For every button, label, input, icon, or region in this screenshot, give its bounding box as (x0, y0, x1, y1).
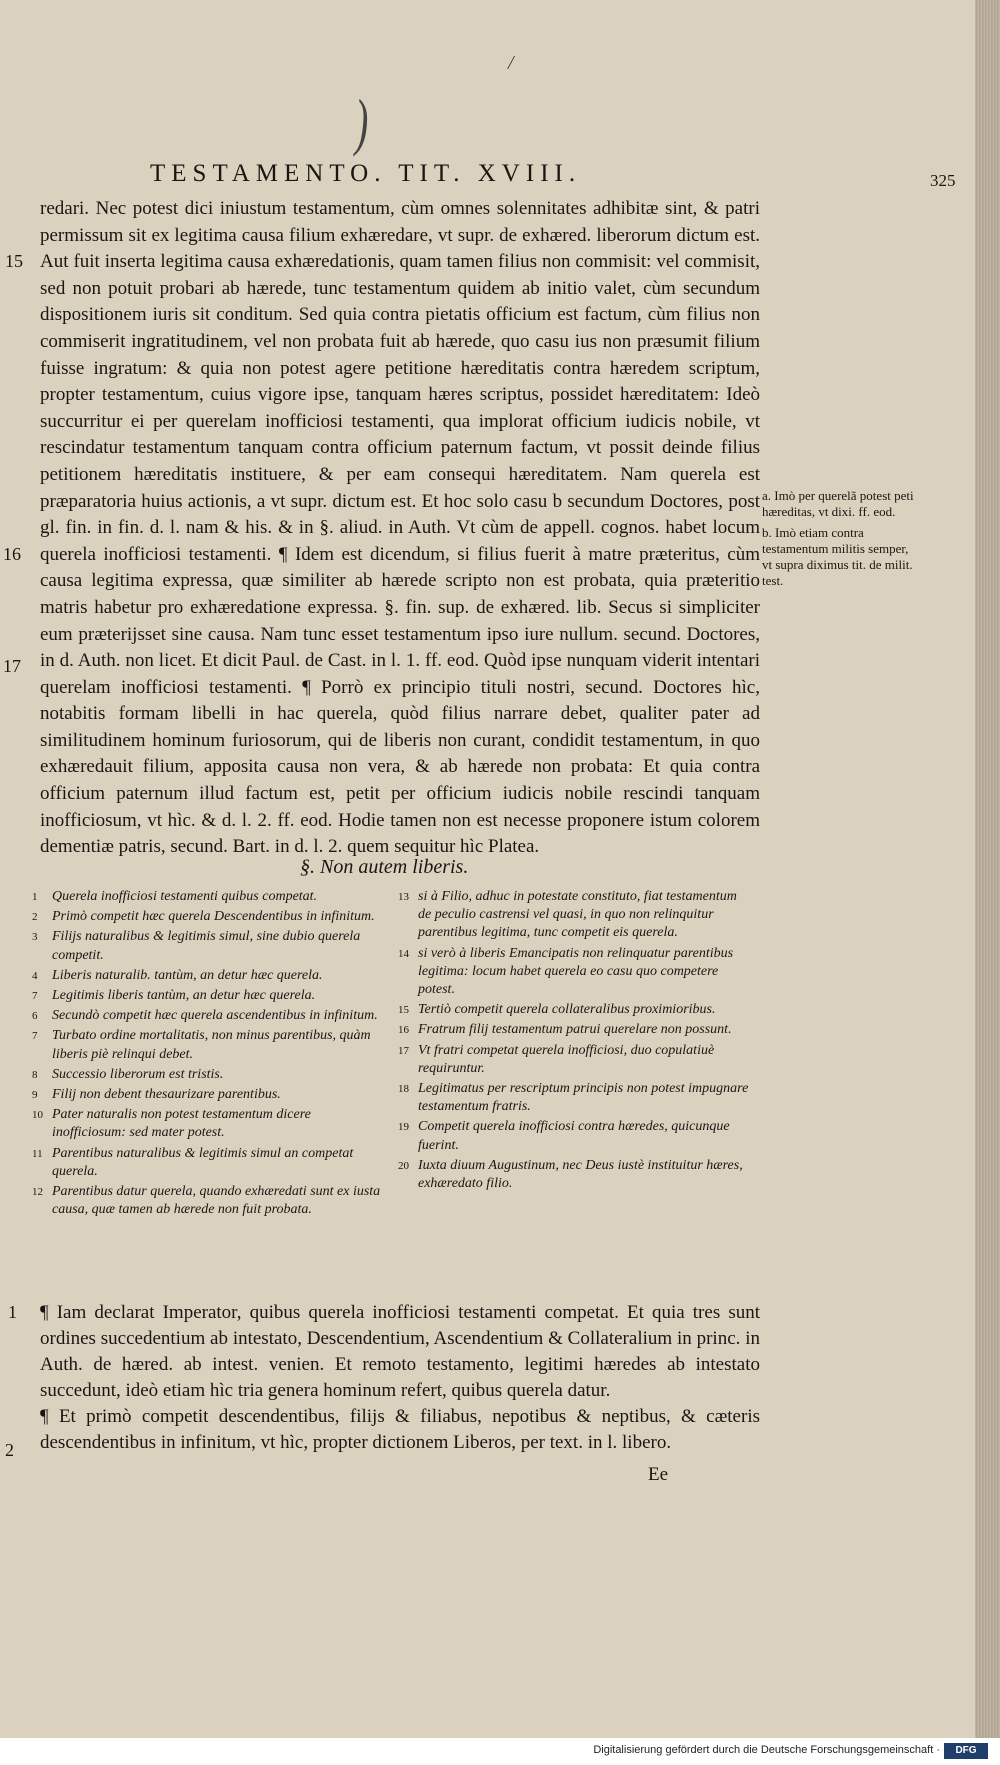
item-text: Parentibus datur querela, quando exhæredati sunt ex iusta causa, quæ tamen ab hærede non fuit probata. (52, 1184, 381, 1218)
item-number: 18 (398, 1083, 409, 1096)
item-number: 16 (398, 1024, 409, 1037)
item-number: 13 (398, 891, 409, 903)
summary-right-column (398, 888, 753, 1195)
section-heading: §. Non autem liberis. (300, 856, 469, 878)
item-text: Competit querela inofficiosi contra hæredes, quicunque fuerint. (418, 1119, 730, 1153)
book-fore-edge (975, 0, 1000, 1738)
item-text: Liberis naturalib. tantùm, an detur hæc querela. (52, 967, 323, 983)
summary-item (398, 1080, 753, 1116)
item-number: 11 (32, 1147, 43, 1160)
item-number: 2 (32, 911, 38, 924)
item-number: 14 (398, 947, 409, 960)
item-text: Tertiò competit querela collateralibus proximioribus. (418, 1002, 716, 1018)
item-number: 3 (32, 931, 38, 944)
item-number: 17 (398, 1044, 409, 1057)
item-number: 4 (32, 969, 38, 982)
item-number: 15 (398, 1004, 409, 1017)
summary-item (398, 1042, 753, 1078)
marginal-number: 16 (3, 544, 21, 564)
item-text: Parentibus naturalibus & legitimis simul an competat querela. (52, 1145, 354, 1179)
item-number: 6 (32, 1010, 38, 1023)
main-paragraph: redari. Nec potest dici iniustum testamentum, cùm omnes solennitates adhibitæ sint, & patri permissum sit ex legitima causa filium exhæredare, vt supr. de exhæred. liberorum dictum est. Aut fuit inserta legitima causa exhæredationis, quam tamen filius non commisit: vel commisit, sed non potuit probari ab hærede, tunc testamentum quidem ab initio valet, cùm secundum dispositionem iuris sit conditum. Sed quia contra pietatis officium est factum, cùm filius non commiserit ingratitudinem, vel non probata fuit ab hærede, quo casu ius non præsumit filium fuisse ingratum: & quia non potest agere petitione hæreditatis contra hæredem scriptum, propter testamentum, cuius vigore ipse, tanquam hæres scriptus, possidet hæreditatem: Ideò succurritur ei per querelam inofficiosi testamenti, qua implorat officium iudicis nobile, vt rescindatur testamentum tanquam contra officium paternum factum, vt possit deinde filius petitionem hæreditatis instituere, & per eam consequi hæreditatem. Nam querela est præparatoria huius actionis, a vt supr. dictum est. Et hoc solo casu b secundum Doctores, post gl. fin. in fin. d. l. nam & his. & in §. aliud. in Auth. Vt cùm de appell. cognos. habet locum querela inofficiosi testamenti. ¶ Idem est dicendum, si filius fuerit à matre præteritus, cùm causa legitima expressa, quæ similiter ab hærede scripto non est probata, quia præteritio matris habetur pro exhæredatione expressa. §. fin. sup. de exhæred. lib. Secus si simpliciter eum præterijsset sine causa. Nam tunc esset testamentum ipso iure nullum. secund. Doctores, in d. Auth. non licet. Et dicit Paul. de Cast. in l. 1. ff. eod. Quòd ipse nunquam viderit intentari querelam inofficiosi testamenti. ¶ Porrò ex principio tituli nostri, secund. Doctores hìc, notabitis formam libelli in hac querela, quòd filius narrare debet, qualiter pater ad similitudinem hominum furiosorum, qui de liberis non curant, condidit testamentum, in quo exhæredauit filium, apposita causa non vera, & ab hærede non probata: Et quia contra officium paternum illud factum est, petit per officium iudicis nobile rescindi tanquam inofficiosum, vt hìc. & d. l. 2. ff. eod. Hodie tamen non est necesse proponere istum colorem dementiæ patris, secund. Bart. in d. l. 2. quem sequitur hìc Platea. (40, 198, 760, 858)
summary-item (32, 1066, 387, 1084)
marginal-number: 17 (3, 656, 21, 676)
item-text: Querela inofficiosi testamenti quibus competat. (52, 889, 318, 904)
summary-item (398, 888, 753, 943)
main-text (40, 196, 760, 861)
item-text: Pater naturalis non potest testamentum dicere inofficiosum: sed mater potest. (52, 1107, 311, 1141)
pencil-mark: / (508, 52, 514, 74)
item-number: 1 (32, 891, 38, 903)
bottom-text (40, 1300, 760, 1456)
summary-item (32, 1106, 387, 1142)
item-number: 9 (32, 1089, 38, 1102)
summary-item (32, 1145, 387, 1181)
item-number: 20 (398, 1159, 409, 1172)
item-text: Secundò competit hæc querela ascendentibus in infinitum. (52, 1008, 378, 1024)
item-number: 10 (32, 1109, 43, 1122)
summary-item (398, 1157, 753, 1193)
summary-item (32, 1027, 387, 1063)
paragraph: ¶ Iam declarat Imperator, quibus querela inofficiosi testamenti competat. Et quia tres sunt ordines succedentium ab intestato, Descendentium, Ascendentium & Collateralium in princ. in Auth. de hæred. ab intest. venien. Et remoto testamento, legitimi hæredes ab intestato succedunt, ideò etiam hìc tria genera hominum refert, quibus querela datur. (40, 1302, 760, 1401)
footer-credit: Digitalisierung gefördert durch die Deutsche Forschungsgemeinschaft · (593, 1744, 940, 1756)
summary-item (32, 908, 387, 926)
item-number: 7 (32, 1030, 38, 1043)
item-text: Primò competit hæc querela Descendentibus in infinitum. (52, 909, 375, 925)
item-text: Fratrum filij testamentum patrui querelare non possunt. (418, 1022, 732, 1038)
side-note-b: b. Imò etiam contra testamentum militis semper, vt supra diximus tit. de milit. test. (762, 525, 913, 588)
page-number: 325 (930, 171, 956, 190)
item-number: 19 (398, 1121, 409, 1134)
summary-item (32, 1086, 387, 1104)
side-note-a: a. Imò per querelã potest peti hæreditas, vt dixi. ff. eod. (762, 488, 914, 519)
summary-left-column (32, 888, 387, 1221)
summary-item (32, 888, 387, 906)
catchword: Ee (648, 1464, 669, 1485)
summary-item (398, 1021, 753, 1039)
item-text: Turbato ordine mortalitatis, non minus parentibus, quàm liberis piè relinqui debet. (52, 1028, 371, 1062)
summary-item (32, 987, 387, 1005)
summary-item (398, 1001, 753, 1019)
summary-item (32, 967, 387, 985)
dfg-logo-icon: DFG (944, 1743, 988, 1759)
summary-item (398, 945, 753, 1000)
summary-item (398, 1118, 753, 1154)
item-text: Legitimatus per rescriptum principis non potest impugnare testamentum fratris. (418, 1081, 749, 1115)
item-text: si verò à liberis Emancipatis non relinquatur parentibus legitima: locum habet querela eo casu quo competere potest. (418, 945, 734, 998)
marginal-number: 15 (5, 251, 23, 271)
marginal-number: 1 (8, 1302, 17, 1322)
item-number: 7 (32, 990, 38, 1003)
item-number: 12 (32, 1186, 43, 1199)
running-title: TESTAMENTO. TIT. XVIII. (150, 160, 582, 187)
paragraph: ¶ Et primò competit descendentibus, filijs & filiabus, nepotibus & neptibus, & cæteris descendentibus in infinitum, vt hìc, propter dictionem Liberos, per text. in l. libero. (40, 1406, 760, 1453)
digitization-footer (0, 1738, 1000, 1765)
item-text: Filijs naturalibus & legitimis simul, sine dubio querela competit. (52, 929, 361, 963)
side-notes (762, 488, 917, 594)
marginal-number: 2 (5, 1440, 14, 1460)
item-text: Vt fratri competat querela inofficiosi, duo copulatiuè requiruntur. (418, 1042, 715, 1076)
item-number: 8 (32, 1068, 38, 1081)
summary-item (32, 1007, 387, 1025)
summary-item (32, 928, 387, 964)
item-text: Legitimis liberis tantùm, an detur hæc querela. (52, 988, 316, 1004)
item-text: Successio liberorum est tristis. (52, 1066, 224, 1082)
pencil-mark: ) (355, 85, 369, 158)
item-text: Filij non debent thesaurizare parentibus. (52, 1087, 281, 1103)
item-text: si à Filio, adhuc in potestate constituto, fiat testamentum de peculio castrensi vel quasi, in quo non relinquitur parentibus legitima, tunc competit eis querela. (418, 889, 737, 941)
summary-item (32, 1183, 387, 1219)
item-text: Iuxta diuum Augustinum, nec Deus iustè instituitur hæres, exhæredato filio. (418, 1157, 743, 1192)
